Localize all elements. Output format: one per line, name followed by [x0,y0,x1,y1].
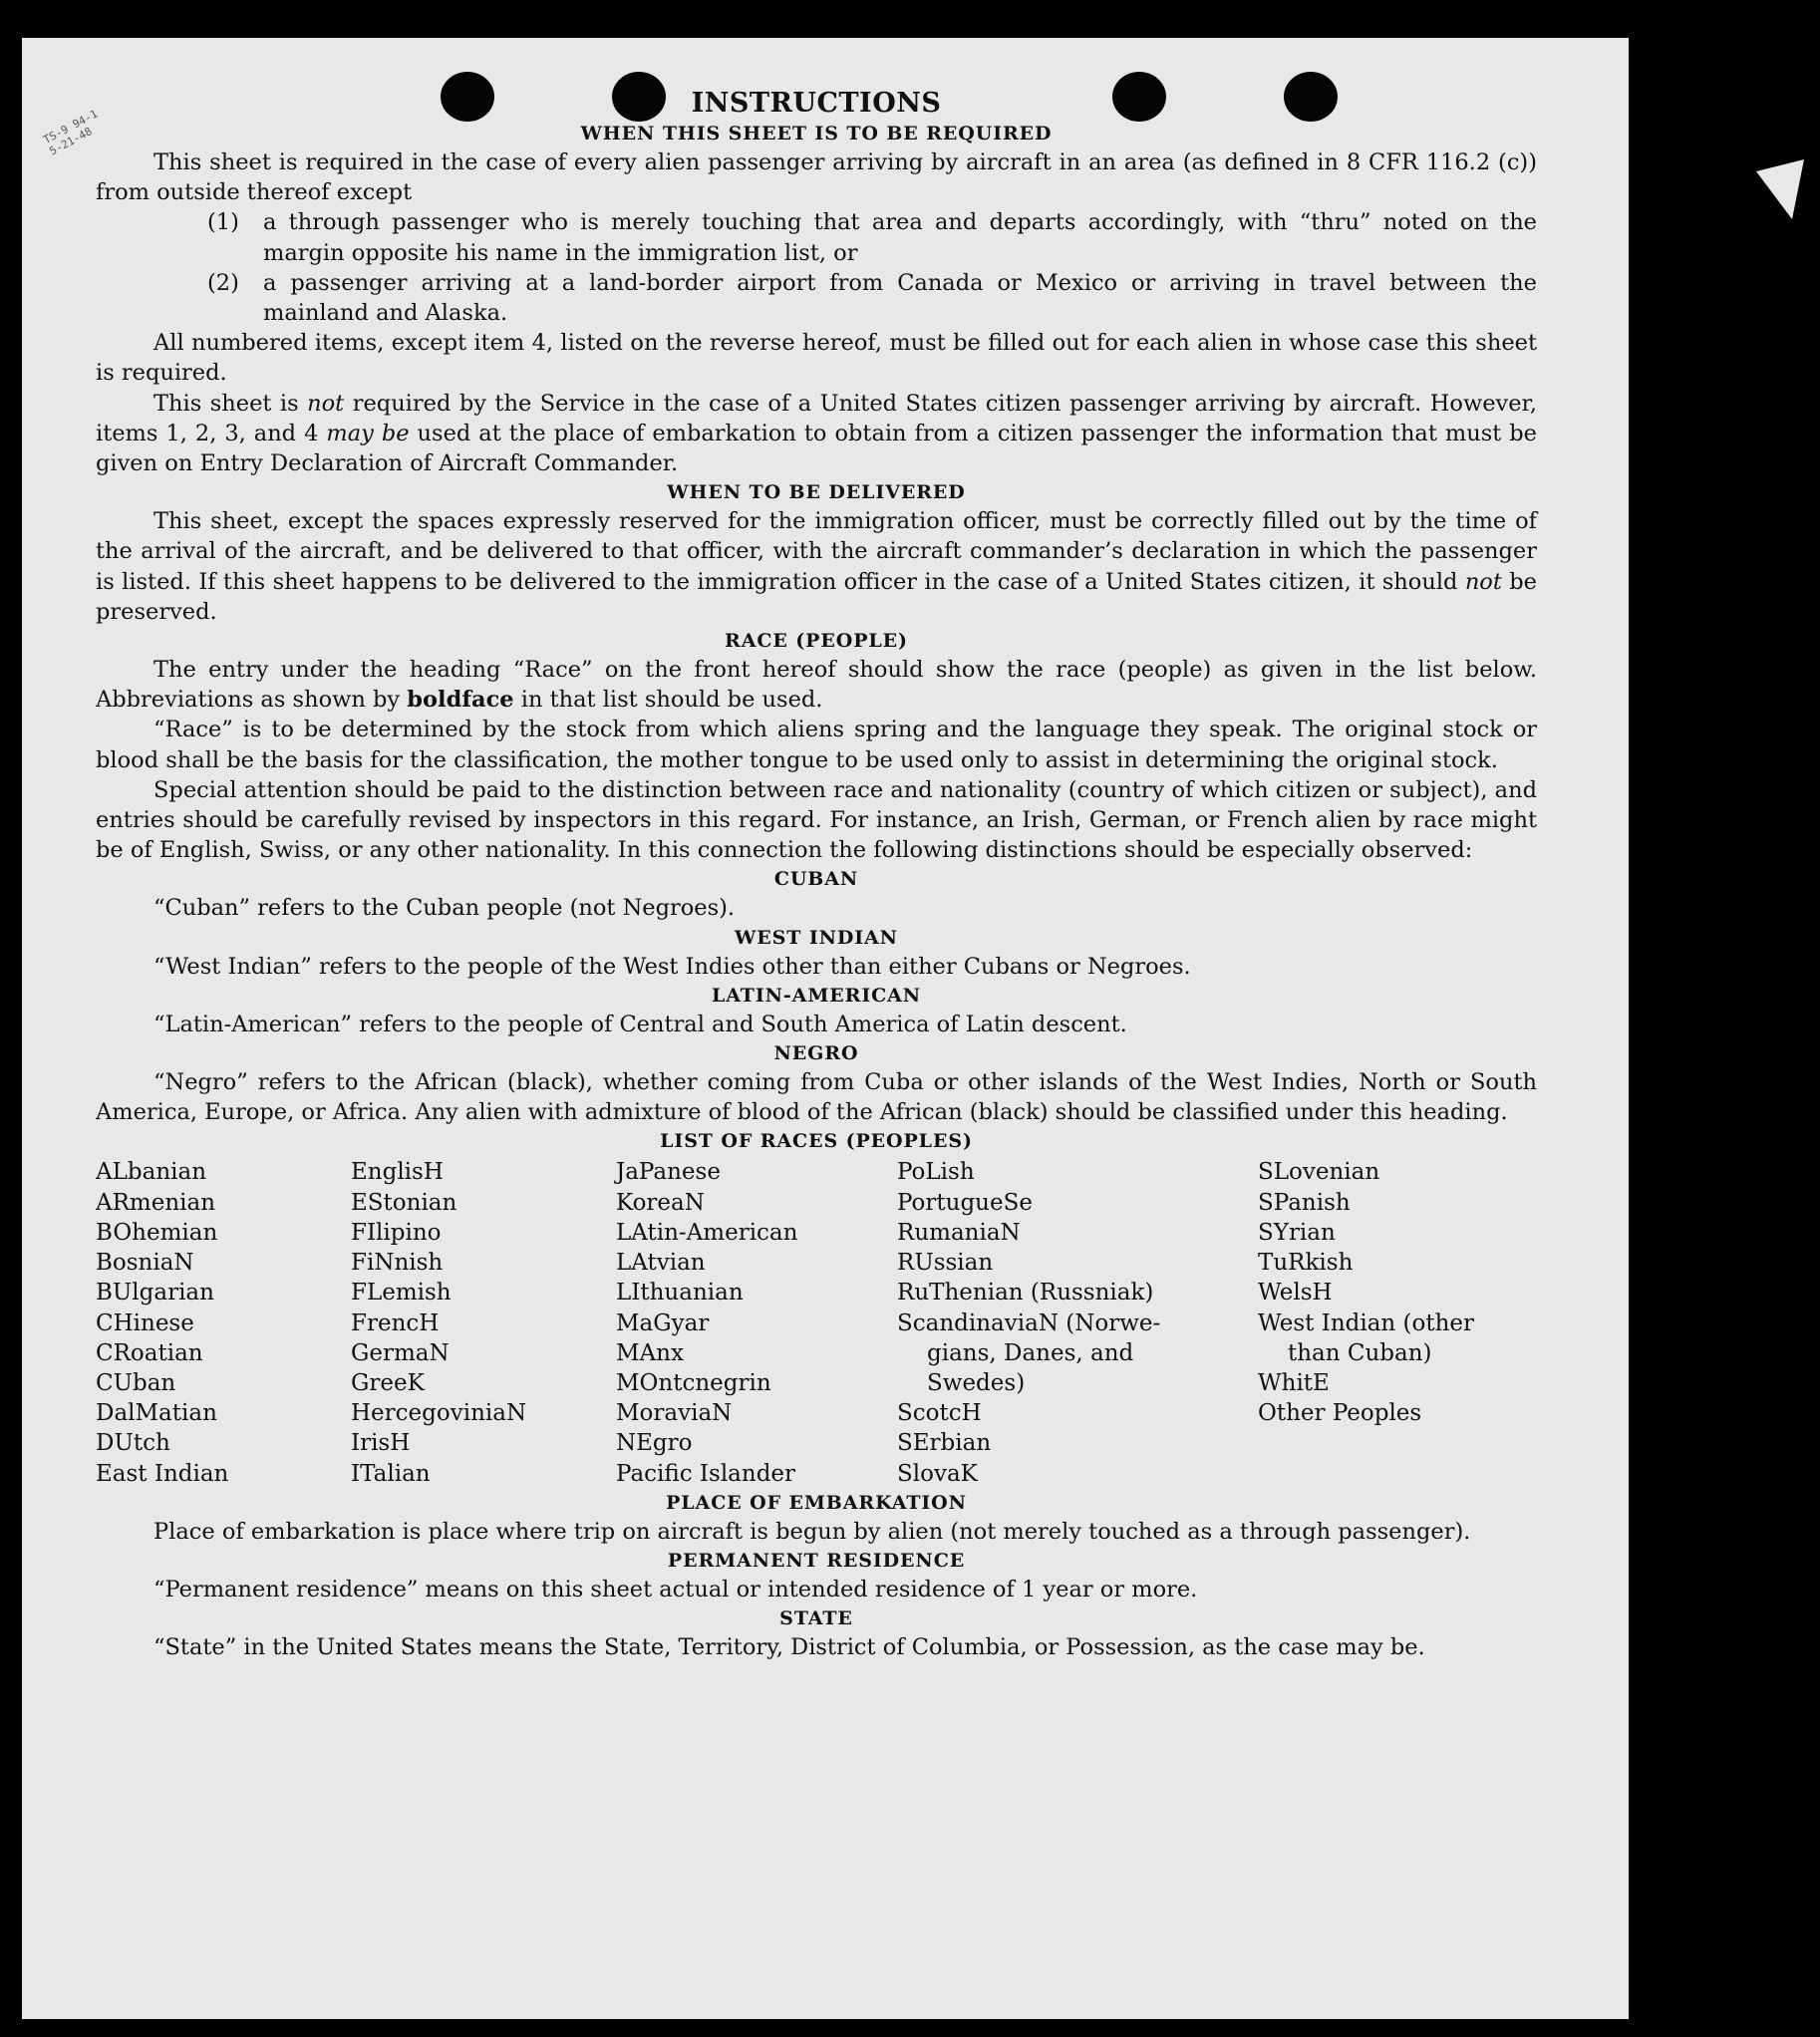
citizen-text-a: This sheet is [153,390,308,417]
race-entry: West Indian (other [1258,1310,1475,1336]
cuban-definition: “Cuban” refers to the Cuban people (not Negroes). [153,895,736,922]
items-note: All numbered items, except item 4, listed on the reverse hereof, must be filled out for each alien in whose case this sheet is required. [96,330,1537,387]
race-entry: ALbanian [96,1159,207,1186]
race-entry: SLovenian [1258,1159,1380,1186]
races-column [616,1157,897,1488]
heading-west-indian: WEST INDIAN [735,926,898,949]
citizen-text-maybe: may be [326,420,410,446]
exception-text: a through passenger who is merely touching that area and departs accordingly, with “thru” noted on the margin opposite his name in the immigration list, or [263,209,1537,266]
required-intro: This sheet is required in the case of every alien passenger arriving by aircraft in an area (as defined in 8 CFR 116.2 (c)) from outside thereof except [96,149,1537,206]
delivered-text-a: This sheet, except the spaces expressly reserved for the immigration officer, must be correctly filled out by the time of the arrival of the aircraft, and be delivered to that officer, with the aircraft commander’s declaration in which the passenger is listed. If this sheet happens to be delivered to the immigration officer in the case of a United States citizen, it should [96,508,1537,595]
race-entry: ARmenian [96,1189,216,1216]
race-entry: FLemish [351,1280,452,1307]
race-entry: WhitE [1258,1369,1330,1396]
race-entry: SPanish [1258,1189,1351,1216]
race-entry: RuThenian (Russniak) [897,1280,1154,1307]
heading-permanent-residence: PERMANENT RESIDENCE [667,1549,966,1572]
races-column [1258,1157,1527,1488]
races-column [96,1157,351,1488]
delivered-text-not: not [1464,568,1502,595]
race-entry: DUtch [96,1430,170,1457]
race-entry: CUban [96,1369,176,1396]
race-entry: BosniaN [96,1250,194,1277]
race-entry: FiNnish [351,1250,444,1277]
race-entry: WelsH [1258,1280,1333,1307]
race-entry: EStonian [351,1189,457,1216]
race-entry: ScandinaviaN (Norwe- [897,1310,1161,1336]
exception-item [207,207,1537,267]
race-entry: JaPanese [616,1159,721,1186]
race-entry: SErbian [897,1430,992,1457]
race-entry: HercegoviniaN [351,1400,527,1427]
state-definition: “State” in the United States means the State, Territory, District of Columbia, or Possession, as the case may be. [153,1634,1425,1661]
race-paragraph-1 [96,655,1537,715]
race-entry: BUlgarian [96,1280,214,1307]
race-entry: ScotcH [897,1400,982,1427]
heading-list-of-races: LIST OF RACES (PEOPLES) [660,1130,973,1153]
heading-race: RACE (PEOPLE) [725,630,908,653]
race-entry: DalMatian [96,1400,217,1427]
torn-paper-fragment [1750,159,1810,219]
race-entry: CRoatian [96,1339,203,1366]
race-entry: than Cuban) [1288,1339,1432,1366]
races-list [96,1157,1537,1488]
latin-american-definition: “Latin-American” refers to the people of Central and South America of Latin descent. [153,1011,1127,1037]
citizen-text-b: required by the Service in the case of a United States citizen passenger arriving by aircraft. However, items 1, 2, 3, and 4 [96,390,1537,446]
race-text-a: The entry under the heading “Race” on the front hereof should show the race (people) as given in the list below. Abbreviations as shown by [96,657,1537,714]
race-entry: TuRkish [1258,1250,1354,1277]
heading-state: STATE [779,1607,853,1630]
race-entry: MoraviaN [616,1400,733,1427]
delivered-paragraph [96,506,1537,627]
race-text-b: in that list should be used. [513,687,823,714]
race-entry: MOntcnegrin [616,1369,771,1396]
heading-place-of-embarkation: PLACE OF EMBARKATION [666,1491,967,1514]
citizen-text-not: not [307,390,345,417]
residence-definition: “Permanent residence” means on this sheet actual or intended residence of 1 year or more. [153,1576,1198,1602]
exception-number: (2) [207,269,239,296]
race-entry: EnglisH [351,1159,444,1186]
race-entry: PoLish [897,1159,975,1186]
race-entry: LAtin-American [616,1219,798,1246]
race-entry: PortugueSe [897,1189,1033,1216]
race-entry: LIthuanian [616,1280,744,1307]
heading-when-delivered: WHEN TO BE DELIVERED [667,481,966,504]
heading-latin-american: LATIN-AMERICAN [711,984,922,1007]
race-entry: NEgro [616,1430,693,1457]
race-entry: MAnx [616,1339,684,1366]
delivered-text-b: be preserved. [96,568,1538,625]
heading-cuban: CUBAN [773,868,859,891]
race-paragraph-2: “Race” is to be determined by the stock from which aliens spring and the language they speak. The original stock or blood shall be the basis for the classification, the mother tongue to be used only to assist in determining the original stock. [96,717,1537,773]
race-entry: FrencH [351,1310,440,1336]
exception-item [207,268,1537,328]
race-entry: SYrian [1258,1219,1336,1246]
race-entry: East Indian [96,1460,229,1487]
race-entry: Other Peoples [1258,1400,1422,1427]
heading-when-required: WHEN THIS SHEET IS TO BE REQUIRED [580,123,1053,145]
race-entry: RumaniaN [897,1219,1021,1246]
races-column [351,1157,616,1488]
race-entry: ITalian [351,1460,431,1487]
race-entry: CHinese [96,1310,194,1336]
race-entry: GreeK [351,1369,425,1396]
negro-definition: “Negro” refers to the African (black), whether coming from Cuba or other islands of the West Indies, North or South America, Europe, or Africa. Any alien with admixture of blood of the African (black) should be classified under this heading. [96,1069,1537,1126]
race-entry: GermaN [351,1339,450,1366]
page-title: INSTRUCTIONS [691,88,942,119]
race-entry: MaGyar [616,1310,710,1336]
race-entry: IrisH [351,1430,411,1457]
exception-number: (1) [207,209,239,236]
race-text-bold: boldface [407,687,514,714]
embarkation-definition: Place of embarkation is place where trip on aircraft is begun by alien (not merely touched as a through passenger). [153,1518,1471,1545]
race-paragraph-3: Special attention should be paid to the distinction between race and nationality (country of which citizen or subject), and entries should be carefully revised by inspectors in this regard. For instance, an Irish, German, or French alien by race might be of English, Swiss, or any other nationality. In this connection the following distinctions should be especially observed: [96,776,1537,864]
race-entry: KoreaN [616,1189,705,1216]
west-indian-definition: “West Indian” refers to the people of the West Indies other than either Cubans or Negroes. [153,953,1191,980]
race-entry: SlovaK [897,1460,978,1487]
heading-negro: NEGRO [773,1042,859,1065]
race-entry: RUssian [897,1250,994,1277]
citizen-paragraph [96,389,1537,479]
exception-text: a passenger arriving at a land-border airport from Canada or Mexico or arriving in travel between the mainland and Alaska. [263,269,1537,327]
citizen-text-c: used at the place of embarkation to obtain from a citizen passenger the information that must be given on Entry Declaration of Aircraft Commander. [96,420,1537,477]
ink-stamp: TS-9 94-1 5-21-48 [41,107,101,158]
race-entry: Swedes) [927,1369,1026,1396]
race-entry: Pacific Islander [616,1460,796,1487]
race-entry: BOhemian [96,1219,218,1246]
races-column [897,1157,1258,1488]
race-entry: gians, Danes, and [927,1339,1134,1366]
race-entry: FIlipino [351,1219,442,1246]
race-entry: LAtvian [616,1250,706,1277]
instructions-text [96,88,1537,1662]
